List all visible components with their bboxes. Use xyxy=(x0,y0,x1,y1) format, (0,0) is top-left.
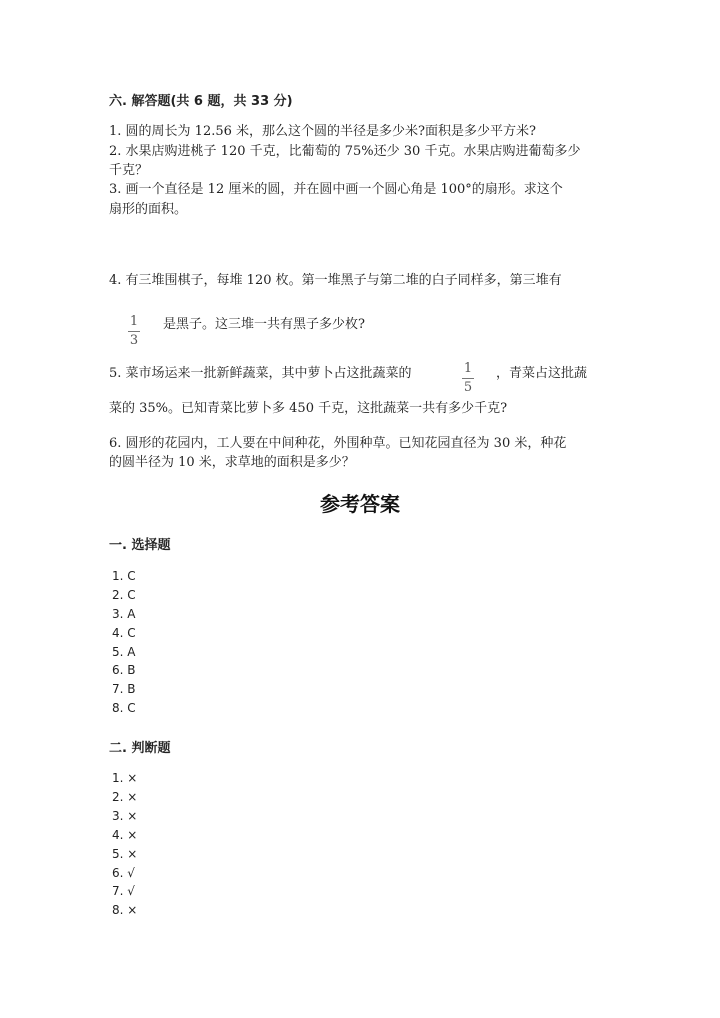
question-1: 1. 圆的周长为 12.56 米，那么这个圆的半径是多少米?面积是多少平方米? xyxy=(109,124,536,139)
question-3-line-1: 3. 画一个直径是 12 厘米的圆，并在圆中画一个圆心角是 100°的扇形。求这个 xyxy=(109,182,563,197)
answer-item: 2. × xyxy=(112,790,138,804)
answer-item: 3. A xyxy=(112,607,136,621)
answer-item: 4. C xyxy=(112,626,136,640)
fraction-bar xyxy=(462,378,474,379)
answer-item: 5. A xyxy=(112,645,136,659)
question-5-line-2: 菜的 35%。已知青菜比萝卜多 450 千克，这批蔬菜一共有多少千克? xyxy=(109,401,508,416)
question-2-line-2: 千克？ xyxy=(109,163,149,178)
fraction-one-fifth xyxy=(462,357,474,395)
question-3-line-2: 扇形的面积。 xyxy=(109,202,188,217)
answer-item: 5. × xyxy=(112,847,138,861)
fraction-numerator: 1 xyxy=(129,314,139,329)
section-heading-solve: 六. 解答题(共 6 题，共 33 分) xyxy=(109,94,293,109)
answer-item: 6. B xyxy=(112,663,136,677)
answer-item: 8. × xyxy=(112,903,138,917)
section-heading-judge: 二. 判断题 xyxy=(109,741,171,756)
answer-item: 1. C xyxy=(112,569,136,583)
fraction-denominator: 5 xyxy=(463,380,473,395)
answer-item: 2. C xyxy=(112,588,136,602)
answer-item: 3. × xyxy=(112,809,138,823)
question-4-line-2: 是黑子。这三堆一共有黑子多少枚? xyxy=(163,317,365,332)
answer-item: 7. √ xyxy=(112,884,135,898)
answer-item: 1. × xyxy=(112,771,138,785)
question-4-line-1: 4. 有三堆围棋子，每堆 120 枚。第一堆黑子与第二堆的白子同样多，第三堆有 xyxy=(109,273,562,288)
question-5-part-1: 5. 菜市场运来一批新鲜蔬菜，其中萝卜占这批蔬菜的 xyxy=(109,366,412,381)
fraction-denominator: 3 xyxy=(129,333,139,348)
answer-item: 7. B xyxy=(112,682,136,696)
question-2-line-1: 2. 水果店购进桃子 120 千克，比葡萄的 75%还少 30 千克。水果店购进葡萄多少 xyxy=(109,144,581,159)
answer-item: 4. × xyxy=(112,828,138,842)
question-6-line-2: 的圆半径为 10 米，求草地的面积是多少？ xyxy=(109,455,355,470)
section-heading-choice: 一. 选择题 xyxy=(109,538,171,553)
answer-item: 8. C xyxy=(112,701,136,715)
answer-item: 6. √ xyxy=(112,866,135,880)
question-5-part-2: ，青菜占这批蔬 xyxy=(496,366,588,381)
answers-title: 参考答案 xyxy=(320,492,400,516)
fraction-numerator: 1 xyxy=(463,361,473,376)
fraction-bar xyxy=(128,331,140,332)
fraction-one-third xyxy=(128,310,140,348)
question-6-line-1: 6. 圆形的花园内，工人要在中间种花，外围种草。已知花园直径为 30 米，种花 xyxy=(109,436,567,451)
